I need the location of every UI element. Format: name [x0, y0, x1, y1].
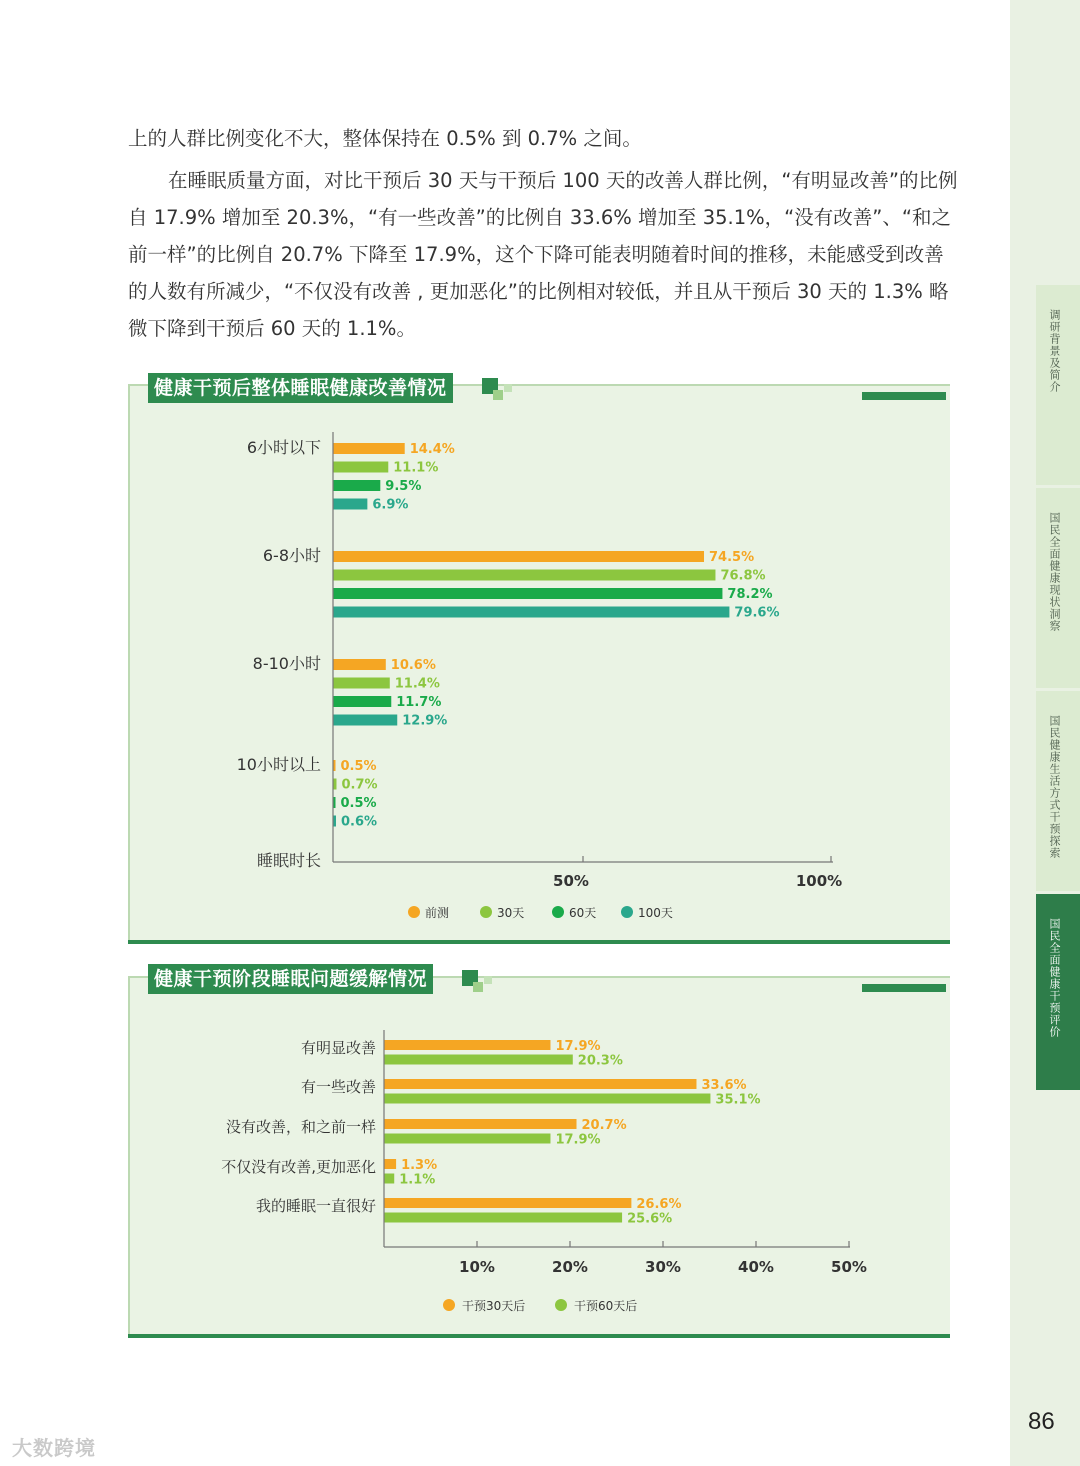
legend-swatch: [443, 1299, 455, 1311]
x-tick-label: 100%: [795, 872, 843, 890]
category-label: 我的睡眠一直很好: [255, 1197, 376, 1215]
bar: [384, 1094, 710, 1104]
legend-label: 干预60天后: [574, 1299, 638, 1313]
bar: [384, 1198, 631, 1208]
sidebar-tab-label: 调研背景及简介: [1048, 309, 1061, 393]
bar: [384, 1174, 394, 1184]
category-label: 没有改善，和之前一样: [225, 1118, 376, 1136]
data-label: 1.3%: [401, 1158, 438, 1173]
legend-label: 60天: [569, 906, 597, 920]
x-tick-label: 50%: [831, 1258, 867, 1276]
data-label: 1.1%: [399, 1172, 436, 1188]
bar: [384, 1040, 550, 1050]
category-label: 6-8小时: [262, 546, 321, 565]
legend-label: 干预30天后: [462, 1299, 526, 1313]
x-tick-label: 50%: [553, 872, 589, 890]
data-label: 9.5%: [385, 479, 422, 494]
sidebar-tab-label: 国民健康生活方式干预探索: [1048, 715, 1061, 859]
sidebar-tab-label: 国民全面健康干预评价: [1048, 918, 1061, 1038]
legend-label: 前测: [425, 906, 450, 920]
bar: [384, 1055, 573, 1065]
sidebar-tab-label: 国民全面健康现状洞察: [1048, 512, 1061, 632]
data-label: 17.9%: [555, 1132, 601, 1148]
data-label: 11.7%: [396, 695, 442, 710]
category-label: 有一些改善: [300, 1078, 376, 1096]
x-tick-label: 10%: [459, 1258, 495, 1276]
data-label: 0.5%: [340, 759, 377, 774]
category-label: 有明显改善: [300, 1039, 376, 1057]
data-label: 11.4%: [394, 676, 440, 692]
data-label: 17.9%: [555, 1039, 601, 1054]
x-tick-label: 40%: [738, 1258, 774, 1276]
data-label: 74.5%: [709, 550, 755, 565]
chart-2-title: 健康干预阶段睡眠问题缓解情况: [148, 964, 433, 994]
bar: [384, 1134, 550, 1144]
data-label: 79.6%: [734, 605, 780, 621]
bar: [384, 1159, 396, 1169]
data-label: 35.1%: [715, 1092, 761, 1108]
data-label: 14.4%: [409, 442, 455, 457]
data-label: 78.2%: [727, 587, 773, 602]
body-text-line: 上的人群比例变化不大，整体保持在 0.5% 到 0.7% 之间。: [128, 127, 642, 150]
data-label: 26.6%: [636, 1197, 682, 1212]
data-label: 0.7%: [341, 777, 378, 793]
category-label: 10小时以上: [236, 755, 321, 774]
data-label: 20.3%: [577, 1053, 623, 1069]
category-label: 不仅没有改善,更加恶化: [221, 1158, 376, 1176]
chart-1-title: 健康干预后整体睡眠健康改善情况: [148, 373, 453, 403]
bar: [384, 1119, 577, 1129]
body-paragraph: 在睡眠质量方面，对比干预后 30 天与干预后 100 天的改善人群比例，“有明显改善”的比例自 17.9% 增加至 20.3%，“有一些改善”的比例自 33.6% 增加至 35.1%，“没有改善”、“和之前一样”的比例自 20.7% 下降至 17.9%，这个下降可能表明随着时间的推移，未能感受到改善的人数有所减少，“不仅没有改善 , 更加恶化”的比例相对较低，并且从干预后 30 天的 1.3% 略微下降到干预后 60 天的 1.1%。: [128, 169, 958, 340]
category-label: 6小时以下: [246, 438, 321, 457]
data-label: 33.6%: [701, 1078, 747, 1093]
data-label: 12.9%: [402, 713, 448, 729]
data-label: 20.7%: [581, 1118, 627, 1133]
watermark-logo: 大数跨境: [12, 1436, 96, 1460]
x-tick-label: 30%: [645, 1258, 681, 1276]
page-number: 86: [1028, 1408, 1055, 1435]
data-label: 76.8%: [720, 568, 766, 584]
y-axis-title: 睡眠时长: [256, 851, 321, 870]
data-label: 10.6%: [390, 658, 436, 673]
data-label: 0.6%: [340, 814, 378, 830]
data-label: 11.1%: [393, 460, 439, 476]
legend-label: 100天: [638, 906, 673, 920]
bar: [384, 1079, 696, 1089]
legend-label: 30天: [497, 906, 525, 920]
data-label: 6.9%: [372, 497, 409, 513]
data-label: 0.5%: [340, 796, 377, 811]
data-label: 25.6%: [627, 1211, 673, 1227]
category-label: 8-10小时: [252, 654, 321, 673]
legend-swatch: [555, 1299, 567, 1311]
x-tick-label: 20%: [552, 1258, 588, 1276]
bar: [384, 1213, 622, 1223]
